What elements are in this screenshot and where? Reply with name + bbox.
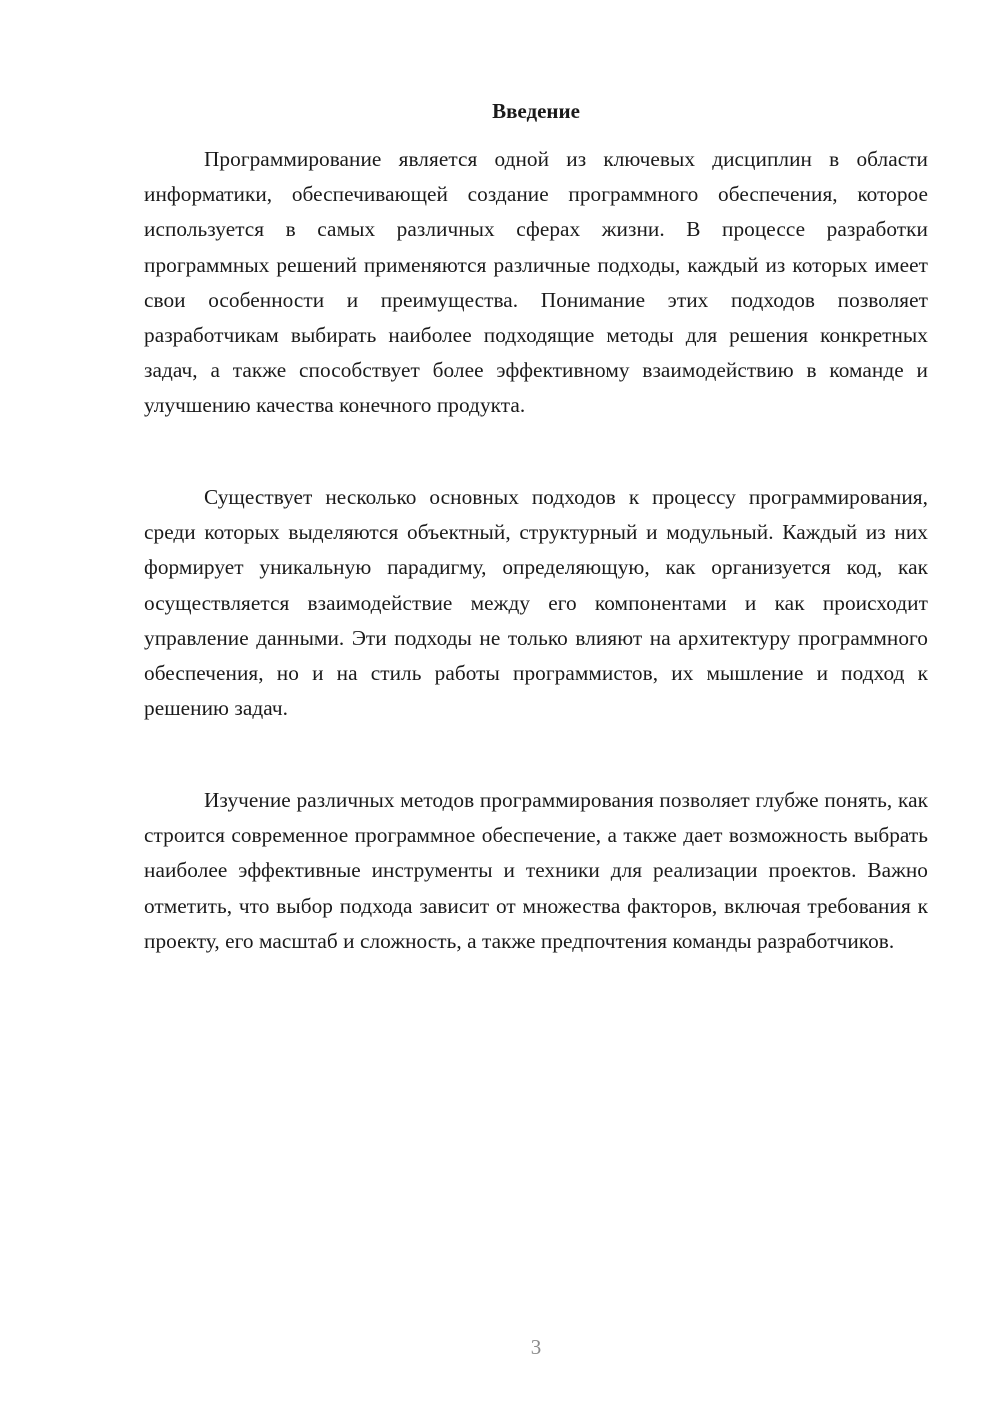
paragraph-3: Изучение различных методов программирования позволяет глубже понять, как строится современное программное обеспечение, а также дает возможность выбрать наиболее эффективные инструменты и техники для реализации проектов. Важно отметить, что выбор подхода зависит от множества факторов, включая требования к проекту, его масштаб и сложность, а также предпочтения команды разработчиков. — [144, 788, 928, 953]
page-number: 3 — [530, 1335, 542, 1359]
section-heading: Введение — [492, 99, 580, 123]
paragraph-2: Существует несколько основных подходов к процессу программирования, среди которых выделяются объектный, структурный и модульный. Каждый из них формирует уникальную парадигму, определяющую, как организуется код, как осуществляется взаимодействие между его компонентами и как происходит управление данными. Эти подходы не только влияют на архитектуру программного обеспечения, но и на стиль работы программистов, их мышление и подход к решению задач. — [144, 485, 928, 721]
paragraph-1: Программирование является одной из ключевых дисциплин в области информатики, обеспечивающей создание программного обеспечения, которое используется в самых различных сферах жизни. В процессе разработки программных решений применяются различные подходы, каждый из которых имеет свои особенности и преимущества. Понимание этих подходов позволяет разработчикам выбирать наиболее подходящие методы для решения конкретных задач, а также способствует более эффективному взаимодействию в команде и улучшению качества конечного продукта. — [144, 147, 928, 418]
